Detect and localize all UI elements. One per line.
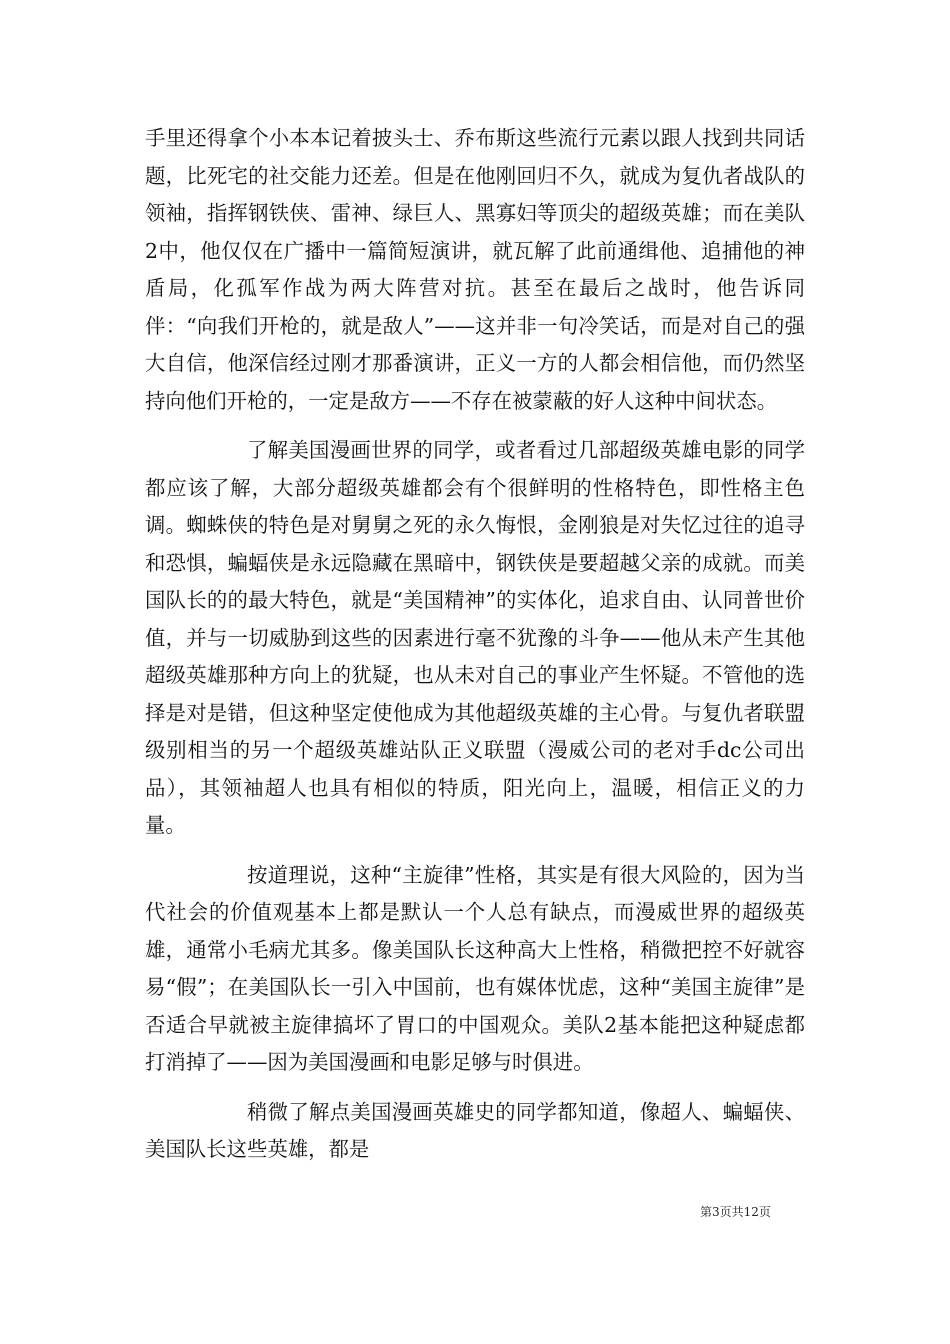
paragraph-1: 手里还得拿个小本本记着披头士、乔布斯这些流行元素以跟人找到共同话题，比死宅的社交能力还差。但是在他刚回归不久，就成为复仇者战队的领袖，指挥钢铁侠、雷神、绿巨人、黑寡妇等顶尖的超级英雄；而在美队2中，他仅仅在广播中一篇简短演讲，就瓦解了此前通缉他、追捕他的神盾局，化孤军作战为两大阵营对抗。甚至在最后之战时，他告诉同伴：“向我们开枪的，就是敌人”——这并非一句冷笑话，而是对自己的强大自信，他深信经过刚才那番演讲，正义一方的人都会相信他，而仍然坚持向他们开枪的，一定是敌方——不存在被蒙蔽的好人这种中间状态。 bbox=[145, 126, 805, 413]
document-body bbox=[145, 120, 805, 1181]
paragraph-4: 稍微了解点美国漫画英雄史的同学都知道，像超人、蝙蝠侠、美国队长这些英雄，都是 bbox=[145, 1099, 805, 1161]
paragraph-2: 了解美国漫画世界的同学，或者看过几部超级英雄电影的同学都应该了解，大部分超级英雄都会有个很鲜明的性格特色，即性格主色调。蜘蛛侠的特色是对舅舅之死的永久悔恨，金刚狼是对失忆过往的追寻和恐惧，蝙蝠侠是永远隐藏在黑暗中，钢铁侠是要超越父亲的成就。而美国队长的的最大特色，就是“美国精神”的实体化，追求自由、认同普世价值，并与一切威胁到这些的因素进行毫不犹豫的斗争——他从未产生其他超级英雄那种方向上的犹疑，也从未对自己的事业产生怀疑。不管他的选择是对是错，但这种坚定使他成为其他超级英雄的主心骨。与复仇者联盟级别相当的另一个超级英雄站队正义联盟（漫威公司的老对手dc公司出品），其领袖超人也具有相似的特质，阳光向上，温暖，相信正义的力量。 bbox=[145, 438, 805, 837]
page-number-footer: 第3页共12页 bbox=[700, 1205, 771, 1219]
paragraph-3: 按道理说，这种“主旋律”性格，其实是有很大风险的，因为当代社会的价值观基本上都是默认一个人总有缺点，而漫威世界的超级英雄，通常小毛病尤其多。像美国队长这种高大上性格，稍微把控不好就容易“假”；在美国队长一引入中国前，也有媒体忧虑，这种“美国主旋律”是否适合早就被主旋律搞坏了胃口的中国观众。美队2基本能把这种疑虑都打消掉了——因为美国漫画和电影足够与时俱进。 bbox=[145, 862, 805, 1074]
